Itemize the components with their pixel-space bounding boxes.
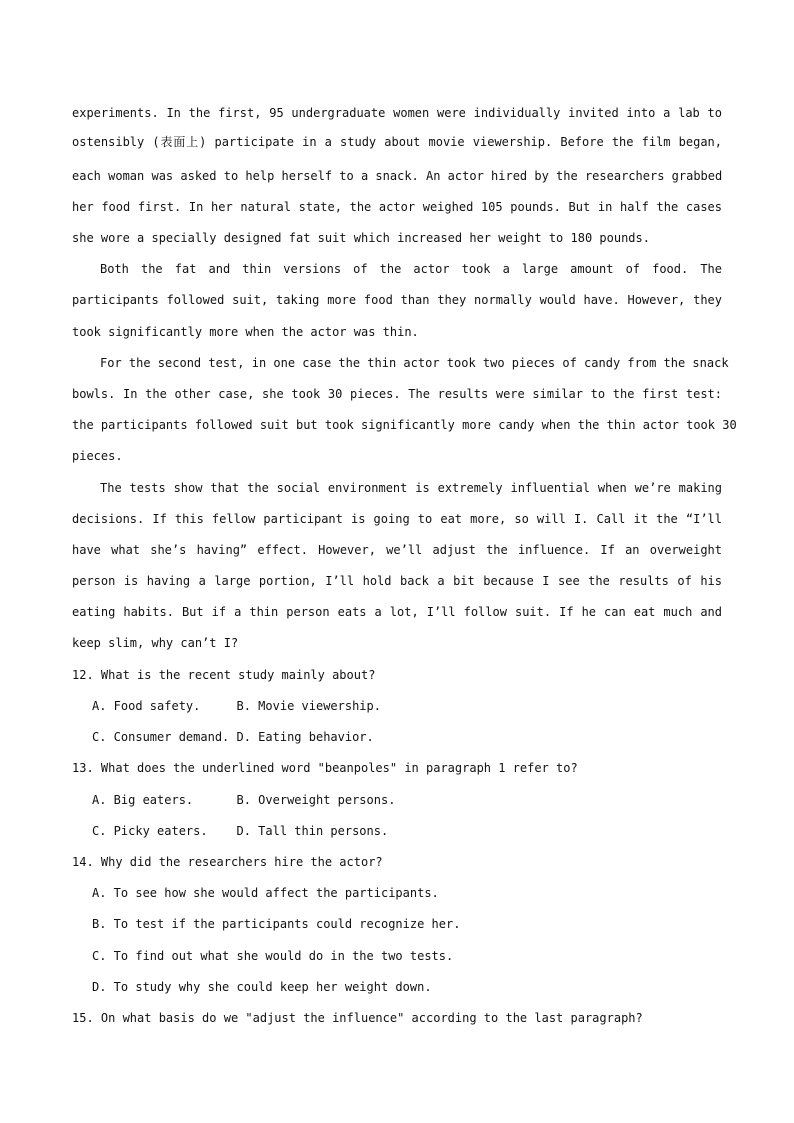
passage-line: Both the fat and thin versions of the actor took a large amount of food. The <box>100 262 722 276</box>
passage-line: the participants followed suit but took significantly more candy when the thin actor took 30 <box>72 418 737 432</box>
question-12-options-cd: C. Consumer demand. D. Eating behavior. <box>92 730 374 744</box>
passage-line: bowls. In the other case, she took 30 pieces. The results were similar to the first test: <box>72 387 722 401</box>
passage-line: have what she’s having” effect. However, we’ll adjust the influence. If an overweight <box>72 543 722 557</box>
question-14-option-b: B. To test if the participants could recognize her. <box>92 917 461 931</box>
passage-line: participants followed suit, taking more food than they normally would have. However, they <box>72 293 722 307</box>
question-14-option-a: A. To see how she would affect the participants. <box>92 886 439 900</box>
passage-line: pieces. <box>72 449 123 463</box>
question-13-options-ab: A. Big eaters. B. Overweight persons. <box>92 793 396 807</box>
question-12-stem: 12. What is the recent study mainly about? <box>72 668 376 682</box>
passage-line: took significantly more when the actor was thin. <box>72 325 419 339</box>
passage-line: experiments. In the first, 95 undergraduate women were individually invited into a lab to <box>72 106 722 120</box>
question-14-option-d: D. To study why she could keep her weight down. <box>92 980 432 994</box>
passage-line: her food first. In her natural state, the actor weighed 105 pounds. But in half the cases <box>72 200 722 214</box>
question-13-options-cd: C. Picky eaters. D. Tall thin persons. <box>92 824 389 838</box>
question-13-stem: 13. What does the underlined word "beanpoles" in paragraph 1 refer to? <box>72 761 578 775</box>
passage-line: For the second test, in one case the thin actor took two pieces of candy from the snack <box>100 356 729 370</box>
passage-line: decisions. If this fellow participant is going to eat more, so will I. Call it the “I’ll <box>72 512 722 526</box>
question-14-option-c: C. To find out what she would do in the two tests. <box>92 949 454 963</box>
passage-line: she wore a specially designed fat suit which increased her weight to 180 pounds. <box>72 231 650 245</box>
question-15-stem: 15. On what basis do we "adjust the influence" according to the last paragraph? <box>72 1011 643 1025</box>
passage-line: The tests show that the social environment is extremely influential when we’re making <box>100 481 722 495</box>
passage-line: ostensibly (表面上) participate in a study about movie viewership. Before the film began, <box>72 135 722 149</box>
question-12-options-ab: A. Food safety. B. Movie viewership. <box>92 699 381 713</box>
passage-line: each woman was asked to help herself to a snack. An actor hired by the researchers grabbed <box>72 169 723 183</box>
question-14-stem: 14. Why did the researchers hire the actor? <box>72 855 383 869</box>
passage-line: person is having a large portion, I’ll hold back a bit because I see the results of his <box>72 574 722 588</box>
passage-line: keep slim, why can’t I? <box>72 636 239 650</box>
passage-line: eating habits. But if a thin person eats a lot, I’ll follow suit. If he can eat much and <box>72 605 722 619</box>
